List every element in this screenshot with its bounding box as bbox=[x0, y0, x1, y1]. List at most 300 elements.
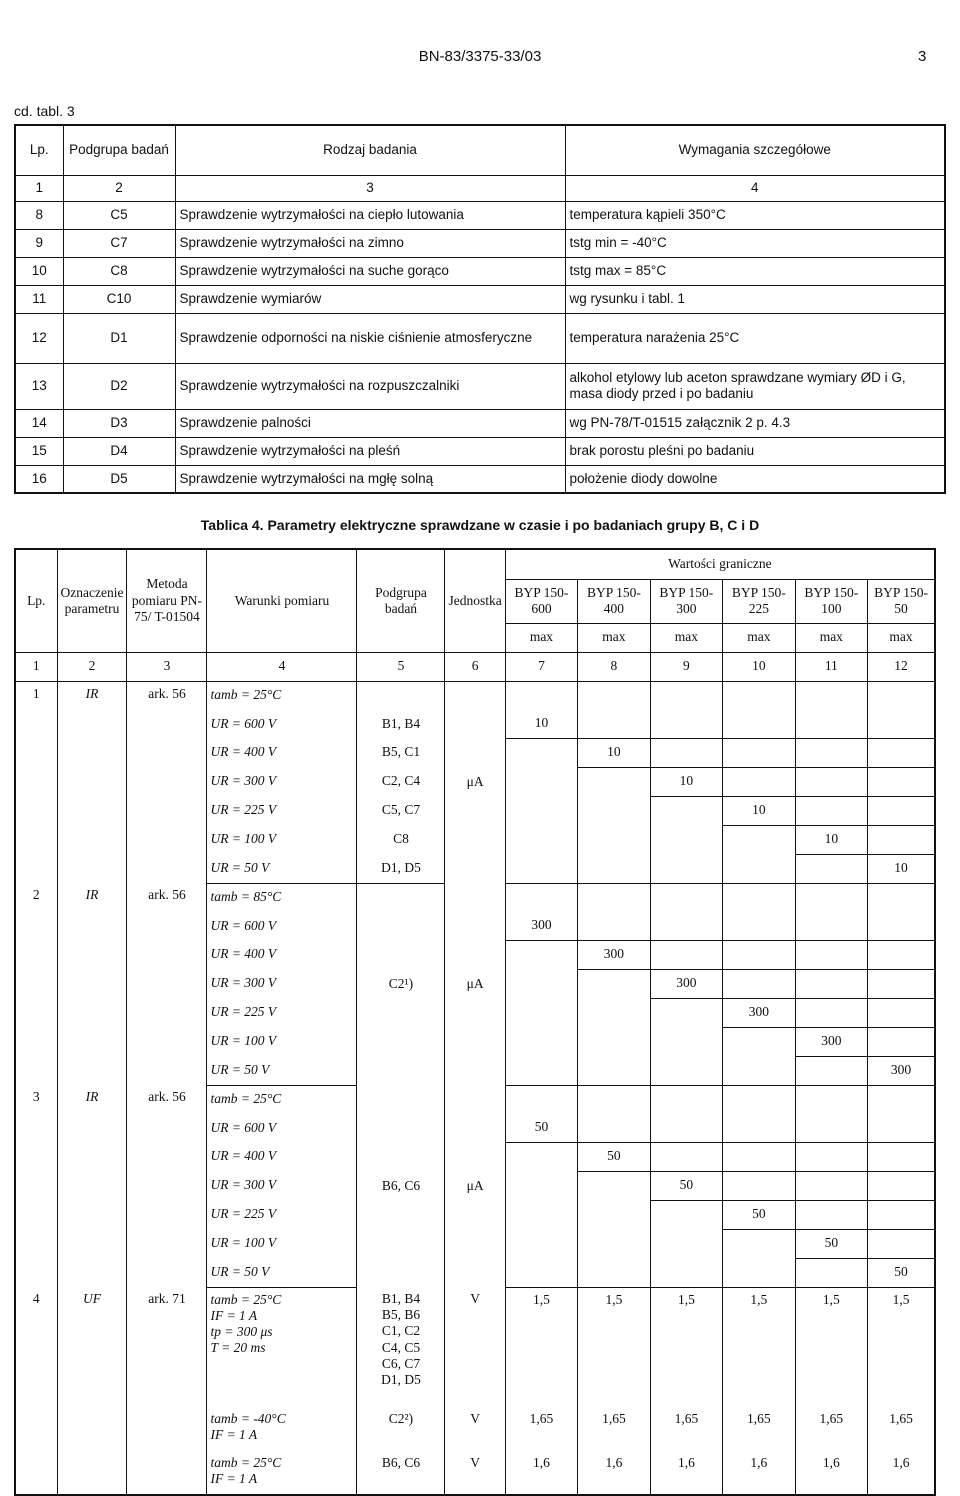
limit-value bbox=[650, 1027, 722, 1056]
row-lp: 14 bbox=[15, 409, 63, 437]
row-group: D3 bbox=[63, 409, 175, 437]
limit-value bbox=[868, 738, 935, 767]
limit-value bbox=[505, 1200, 577, 1229]
limit-value bbox=[723, 1171, 795, 1200]
limit-value bbox=[505, 796, 577, 825]
limit-value bbox=[795, 1171, 867, 1200]
limit-value: 1,65 bbox=[795, 1407, 867, 1451]
condition: UR = 50 V bbox=[207, 854, 357, 883]
table-row bbox=[15, 363, 945, 409]
limit-value bbox=[868, 710, 935, 739]
header-method: Metoda pomiaru PN-75/ T-01504 bbox=[127, 549, 207, 652]
group-cell: B1, B4 bbox=[357, 710, 445, 739]
limit-value bbox=[723, 1258, 795, 1287]
row-lp: 3 bbox=[15, 1085, 57, 1287]
row-req: temperatura kąpieli 350°C bbox=[565, 201, 945, 229]
limit-value bbox=[795, 710, 867, 739]
table-header-row bbox=[15, 125, 945, 175]
limit-value bbox=[723, 738, 795, 767]
limit-value bbox=[578, 1200, 650, 1229]
limit-value bbox=[650, 1085, 722, 1114]
limit-value bbox=[578, 912, 650, 941]
group-line: B5, B6 bbox=[381, 1307, 421, 1323]
header-conditions: Warunki pomiaru bbox=[207, 549, 357, 652]
row-req: tstg min = -40°C bbox=[565, 229, 945, 257]
table-continuation-label: cd. tabl. 3 bbox=[14, 103, 75, 119]
limit-value bbox=[723, 1142, 795, 1171]
limit-value bbox=[650, 710, 722, 739]
limit-value bbox=[795, 854, 867, 883]
table-row bbox=[15, 409, 945, 437]
limit-value bbox=[650, 1114, 722, 1143]
limit-value: 50 bbox=[578, 1142, 650, 1171]
header-limits: Wartości graniczne bbox=[505, 549, 935, 579]
limit-value bbox=[650, 912, 722, 941]
limit-value bbox=[723, 825, 795, 854]
condition: UR = 400 V bbox=[207, 940, 357, 969]
row-req: brak porostu pleśni po badaniu bbox=[565, 437, 945, 465]
limit-value bbox=[505, 1056, 577, 1085]
row-kind: Sprawdzenie wytrzymałości na mgłę solną bbox=[175, 465, 565, 493]
limit-value bbox=[723, 912, 795, 941]
limit-value: 10 bbox=[868, 854, 935, 883]
table-row bbox=[15, 257, 945, 285]
limit-value bbox=[795, 1200, 867, 1229]
group-line: C1, C2 bbox=[381, 1323, 421, 1339]
limit-value: 1,6 bbox=[795, 1451, 867, 1495]
limit-value bbox=[795, 883, 867, 912]
row-req: położenie diody dowolne bbox=[565, 465, 945, 493]
row-kind: Sprawdzenie odporności na niskie ciśnienie atmosferyczne bbox=[175, 313, 565, 363]
group-cell: C2¹) bbox=[357, 883, 445, 1085]
table-header-row bbox=[15, 549, 935, 579]
group-cell: C8 bbox=[357, 825, 445, 854]
row-lp: 2 bbox=[15, 883, 57, 1085]
limit-value bbox=[795, 796, 867, 825]
tests-table bbox=[14, 124, 946, 494]
method-sheet: ark. 71 bbox=[127, 1287, 207, 1495]
limit-value bbox=[578, 1085, 650, 1114]
table4-title: Tablica 4. Parametry elektryczne sprawdzane w czasie i po badaniach grupy B, C i D bbox=[200, 517, 760, 533]
row-kind: Sprawdzenie palności bbox=[175, 409, 565, 437]
table-row bbox=[15, 1287, 935, 1407]
limit-value bbox=[578, 1258, 650, 1287]
colnum: 10 bbox=[723, 652, 795, 681]
condition: tamb = 85°C bbox=[207, 883, 357, 912]
limit-value: 10 bbox=[795, 825, 867, 854]
limit-value bbox=[868, 796, 935, 825]
limit-value bbox=[795, 969, 867, 998]
condition-line: tamb = -40°C bbox=[210, 1411, 286, 1426]
limit-value: 50 bbox=[795, 1229, 867, 1258]
page-number: 3 bbox=[918, 48, 927, 65]
condition: UR = 100 V bbox=[207, 825, 357, 854]
column-number-row bbox=[15, 652, 935, 681]
condition: UR = 50 V bbox=[207, 1056, 357, 1085]
limit-value bbox=[505, 1229, 577, 1258]
column-number-row bbox=[15, 175, 945, 201]
condition: UR = 600 V bbox=[207, 710, 357, 739]
limit-value bbox=[505, 767, 577, 796]
limit-value bbox=[868, 998, 935, 1027]
header-max: max bbox=[795, 623, 867, 652]
limit-value bbox=[505, 940, 577, 969]
condition-line: tamb = 25°C bbox=[210, 1291, 282, 1307]
limit-value: 1,5 bbox=[578, 1287, 650, 1407]
row-req: alkohol etylowy lub aceton sprawdzane wymiary ØD i G, masa diody przed i po badaniu bbox=[565, 363, 945, 409]
limit-value bbox=[723, 940, 795, 969]
limit-value bbox=[505, 998, 577, 1027]
row-lp: 15 bbox=[15, 437, 63, 465]
group-cell bbox=[357, 1407, 445, 1451]
limit-value: 10 bbox=[578, 738, 650, 767]
limit-value: 1,5 bbox=[868, 1287, 935, 1407]
table-row bbox=[15, 437, 945, 465]
table-row bbox=[15, 681, 935, 710]
limit-value bbox=[650, 681, 722, 710]
limit-value bbox=[578, 796, 650, 825]
condition: UR = 400 V bbox=[207, 738, 357, 767]
row-lp: 1 bbox=[15, 681, 57, 883]
colnum: 1 bbox=[15, 175, 63, 201]
condition: tamb = 25°C bbox=[207, 1085, 357, 1114]
unit-cell: μA bbox=[445, 883, 505, 1085]
limit-value bbox=[868, 912, 935, 941]
colnum: 3 bbox=[175, 175, 565, 201]
condition: UR = 100 V bbox=[207, 1027, 357, 1056]
limit-value bbox=[505, 969, 577, 998]
group-line: C2²) bbox=[388, 1411, 414, 1426]
limit-value bbox=[795, 998, 867, 1027]
condition: UR = 225 V bbox=[207, 998, 357, 1027]
colnum: 2 bbox=[57, 652, 127, 681]
condition: tamb = 25°C bbox=[207, 681, 357, 710]
limit-value bbox=[723, 854, 795, 883]
table-row bbox=[15, 1085, 935, 1114]
row-kind: Sprawdzenie wytrzymałości na rozpuszczalniki bbox=[175, 363, 565, 409]
header-max: max bbox=[723, 623, 795, 652]
limit-value: 10 bbox=[505, 710, 577, 739]
condition-line: IF = 1 A bbox=[210, 1427, 258, 1443]
limit-value: 1,5 bbox=[723, 1287, 795, 1407]
limit-value bbox=[650, 1142, 722, 1171]
group-line: C6, C7 bbox=[381, 1355, 421, 1371]
limit-value bbox=[650, 1258, 722, 1287]
limit-value: 1,6 bbox=[505, 1451, 577, 1495]
method-sheet: ark. 56 bbox=[127, 883, 207, 1085]
limit-value: 1,65 bbox=[578, 1407, 650, 1451]
condition: UR = 300 V bbox=[207, 767, 357, 796]
table-row bbox=[15, 313, 945, 363]
row-group: C5 bbox=[63, 201, 175, 229]
document-code: BN-83/3375-33/03 bbox=[418, 48, 542, 65]
limit-value bbox=[650, 854, 722, 883]
row-kind: Sprawdzenie wytrzymałości na suche gorąco bbox=[175, 257, 565, 285]
method-sheet: ark. 56 bbox=[127, 1085, 207, 1287]
limit-value bbox=[578, 767, 650, 796]
row-req: temperatura narażenia 25°C bbox=[565, 313, 945, 363]
limit-value bbox=[868, 1171, 935, 1200]
colnum: 11 bbox=[795, 652, 867, 681]
header-lp: Lp. bbox=[15, 125, 63, 175]
limit-value: 300 bbox=[723, 998, 795, 1027]
limit-value bbox=[723, 1229, 795, 1258]
limit-value: 1,6 bbox=[723, 1451, 795, 1495]
limit-value bbox=[723, 1056, 795, 1085]
colnum: 7 bbox=[505, 652, 577, 681]
limit-value: 10 bbox=[650, 767, 722, 796]
unit-cell: V bbox=[445, 1287, 505, 1407]
limit-value bbox=[868, 940, 935, 969]
limit-value bbox=[578, 998, 650, 1027]
table-row bbox=[15, 465, 945, 493]
group-line: C4, C5 bbox=[381, 1339, 421, 1355]
limit-value bbox=[723, 969, 795, 998]
limit-value bbox=[650, 738, 722, 767]
parameters-table bbox=[14, 548, 936, 1496]
condition: UR = 225 V bbox=[207, 1200, 357, 1229]
limit-value bbox=[868, 825, 935, 854]
row-req: wg PN-78/T-01515 załącznik 2 p. 4.3 bbox=[565, 409, 945, 437]
row-req: wg rysunku i tabl. 1 bbox=[565, 285, 945, 313]
limit-value bbox=[723, 1027, 795, 1056]
condition-line: tamb = 25°C bbox=[210, 1455, 282, 1470]
param-symbol: IR bbox=[57, 883, 127, 1085]
limit-value: 1,6 bbox=[868, 1451, 935, 1495]
limit-value bbox=[868, 1085, 935, 1114]
condition: UR = 400 V bbox=[207, 1142, 357, 1171]
row-group: D2 bbox=[63, 363, 175, 409]
limit-value bbox=[868, 1142, 935, 1171]
colnum: 6 bbox=[445, 652, 505, 681]
limit-value: 300 bbox=[868, 1056, 935, 1085]
limit-value bbox=[795, 940, 867, 969]
group-cell bbox=[357, 1451, 445, 1495]
row-lp: 13 bbox=[15, 363, 63, 409]
limit-value bbox=[505, 883, 577, 912]
limit-value bbox=[578, 1027, 650, 1056]
table-row bbox=[15, 229, 945, 257]
limit-value bbox=[505, 825, 577, 854]
limit-value bbox=[795, 1085, 867, 1114]
limit-value: 300 bbox=[578, 940, 650, 969]
header-type: BYP 150-600 bbox=[505, 579, 577, 623]
limit-value bbox=[578, 681, 650, 710]
limit-value: 300 bbox=[650, 969, 722, 998]
limit-value: 1,65 bbox=[868, 1407, 935, 1451]
unit-cell: μA bbox=[445, 681, 505, 883]
header-type: BYP 150-100 bbox=[795, 579, 867, 623]
condition-line: T = 20 ms bbox=[210, 1340, 266, 1356]
condition: UR = 100 V bbox=[207, 1229, 357, 1258]
limit-value bbox=[578, 1056, 650, 1085]
limit-value: 1,5 bbox=[650, 1287, 722, 1407]
colnum: 4 bbox=[565, 175, 945, 201]
param-symbol: IR bbox=[57, 681, 127, 883]
limit-value bbox=[795, 1258, 867, 1287]
limit-value: 300 bbox=[505, 912, 577, 941]
row-group: D5 bbox=[63, 465, 175, 493]
limit-value: 50 bbox=[723, 1200, 795, 1229]
colnum: 2 bbox=[63, 175, 175, 201]
limit-value bbox=[868, 1114, 935, 1143]
limit-value bbox=[723, 710, 795, 739]
row-lp: 16 bbox=[15, 465, 63, 493]
header-kind: Rodzaj badania bbox=[175, 125, 565, 175]
condition: UR = 300 V bbox=[207, 1171, 357, 1200]
row-lp: 12 bbox=[15, 313, 63, 363]
limit-value bbox=[505, 1085, 577, 1114]
colnum: 9 bbox=[650, 652, 722, 681]
header-param: Oznaczenie parametru bbox=[57, 549, 127, 652]
limit-value: 300 bbox=[795, 1027, 867, 1056]
limit-value bbox=[795, 1056, 867, 1085]
header-max: max bbox=[505, 623, 577, 652]
group-cell bbox=[357, 1287, 445, 1407]
group-cell: C2, C4 bbox=[357, 767, 445, 796]
row-lp: 9 bbox=[15, 229, 63, 257]
header-requirements: Wymagania szczegółowe bbox=[565, 125, 945, 175]
limit-value bbox=[578, 1114, 650, 1143]
limit-value: 1,5 bbox=[795, 1287, 867, 1407]
limit-value bbox=[795, 767, 867, 796]
limit-value bbox=[868, 1229, 935, 1258]
header-max: max bbox=[868, 623, 935, 652]
limit-value bbox=[505, 738, 577, 767]
limit-value bbox=[723, 1085, 795, 1114]
limit-value bbox=[578, 710, 650, 739]
group-line: B1, B4 bbox=[381, 1291, 421, 1306]
limit-value bbox=[868, 883, 935, 912]
limit-value bbox=[795, 681, 867, 710]
colnum: 3 bbox=[127, 652, 207, 681]
limit-value: 50 bbox=[650, 1171, 722, 1200]
limit-value bbox=[578, 825, 650, 854]
row-req: tstg max = 85°C bbox=[565, 257, 945, 285]
colnum: 1 bbox=[15, 652, 57, 681]
limit-value bbox=[723, 681, 795, 710]
table-row bbox=[15, 883, 935, 912]
condition: UR = 225 V bbox=[207, 796, 357, 825]
limit-value: 1,65 bbox=[723, 1407, 795, 1451]
group-cell: B6, C6 bbox=[357, 1085, 445, 1287]
limit-value: 1,5 bbox=[505, 1287, 577, 1407]
unit-cell: V bbox=[445, 1407, 505, 1451]
limit-value bbox=[505, 1171, 577, 1200]
colnum: 4 bbox=[207, 652, 357, 681]
header-group: Podgrupa badań bbox=[63, 125, 175, 175]
limit-value bbox=[723, 1114, 795, 1143]
header-max: max bbox=[578, 623, 650, 652]
condition: UR = 300 V bbox=[207, 969, 357, 998]
row-lp: 8 bbox=[15, 201, 63, 229]
colnum: 8 bbox=[578, 652, 650, 681]
group-cell: B5, C1 bbox=[357, 738, 445, 767]
row-kind: Sprawdzenie wymiarów bbox=[175, 285, 565, 313]
condition-line: tp = 300 μs bbox=[210, 1323, 273, 1339]
condition bbox=[207, 1451, 357, 1495]
param-symbol: UF bbox=[57, 1287, 127, 1495]
row-lp: 4 bbox=[15, 1287, 57, 1495]
limit-value bbox=[505, 1142, 577, 1171]
row-group: C8 bbox=[63, 257, 175, 285]
header-lp: Lp. bbox=[15, 549, 57, 652]
condition: UR = 600 V bbox=[207, 1114, 357, 1143]
limit-value bbox=[578, 969, 650, 998]
row-kind: Sprawdzenie wytrzymałości na zimno bbox=[175, 229, 565, 257]
method-sheet: ark. 56 bbox=[127, 681, 207, 883]
condition bbox=[207, 1287, 357, 1407]
row-lp: 10 bbox=[15, 257, 63, 285]
group-cell: D1, D5 bbox=[357, 854, 445, 883]
table-row bbox=[15, 201, 945, 229]
header-type: BYP 150-400 bbox=[578, 579, 650, 623]
limit-value bbox=[578, 1229, 650, 1258]
row-kind: Sprawdzenie wytrzymałości na ciepło lutowania bbox=[175, 201, 565, 229]
limit-value bbox=[650, 1200, 722, 1229]
row-group: D4 bbox=[63, 437, 175, 465]
limit-value bbox=[578, 1171, 650, 1200]
limit-value bbox=[505, 1027, 577, 1056]
limit-value bbox=[868, 969, 935, 998]
limit-value bbox=[505, 854, 577, 883]
limit-value bbox=[650, 1056, 722, 1085]
limit-value bbox=[650, 825, 722, 854]
param-symbol: IR bbox=[57, 1085, 127, 1287]
limit-value: 1,6 bbox=[578, 1451, 650, 1495]
limit-value bbox=[650, 796, 722, 825]
condition bbox=[207, 1407, 357, 1451]
limit-value bbox=[723, 767, 795, 796]
condition-line: IF = 1 A bbox=[210, 1307, 258, 1323]
header-unit: Jednostka bbox=[445, 549, 505, 652]
condition: UR = 50 V bbox=[207, 1258, 357, 1287]
group-cell bbox=[357, 681, 445, 710]
row-group: C10 bbox=[63, 285, 175, 313]
limit-value: 10 bbox=[723, 796, 795, 825]
limit-value bbox=[650, 883, 722, 912]
limit-value bbox=[505, 681, 577, 710]
unit-cell: V bbox=[445, 1451, 505, 1495]
condition-line: IF = 1 A bbox=[210, 1471, 258, 1487]
header-type: BYP 150-50 bbox=[868, 579, 935, 623]
limit-value: 50 bbox=[505, 1114, 577, 1143]
limit-value bbox=[578, 854, 650, 883]
group-cell: C5, C7 bbox=[357, 796, 445, 825]
header-type: BYP 150-225 bbox=[723, 579, 795, 623]
limit-value: 50 bbox=[868, 1258, 935, 1287]
limit-value bbox=[868, 1027, 935, 1056]
limit-value: 1,65 bbox=[505, 1407, 577, 1451]
header-type: BYP 150-300 bbox=[650, 579, 722, 623]
limit-value bbox=[868, 1200, 935, 1229]
limit-value bbox=[650, 998, 722, 1027]
limit-value bbox=[795, 738, 867, 767]
limit-value bbox=[650, 940, 722, 969]
row-kind: Sprawdzenie wytrzymałości na pleśń bbox=[175, 437, 565, 465]
row-group: C7 bbox=[63, 229, 175, 257]
condition: UR = 600 V bbox=[207, 912, 357, 941]
limit-value bbox=[795, 912, 867, 941]
limit-value: 1,65 bbox=[650, 1407, 722, 1451]
limit-value: 1,6 bbox=[650, 1451, 722, 1495]
row-lp: 11 bbox=[15, 285, 63, 313]
limit-value bbox=[795, 1142, 867, 1171]
colnum: 5 bbox=[357, 652, 445, 681]
unit-cell: μA bbox=[445, 1085, 505, 1287]
header-group: Podgrupa badań bbox=[357, 549, 445, 652]
group-line: D1, D5 bbox=[381, 1371, 421, 1387]
